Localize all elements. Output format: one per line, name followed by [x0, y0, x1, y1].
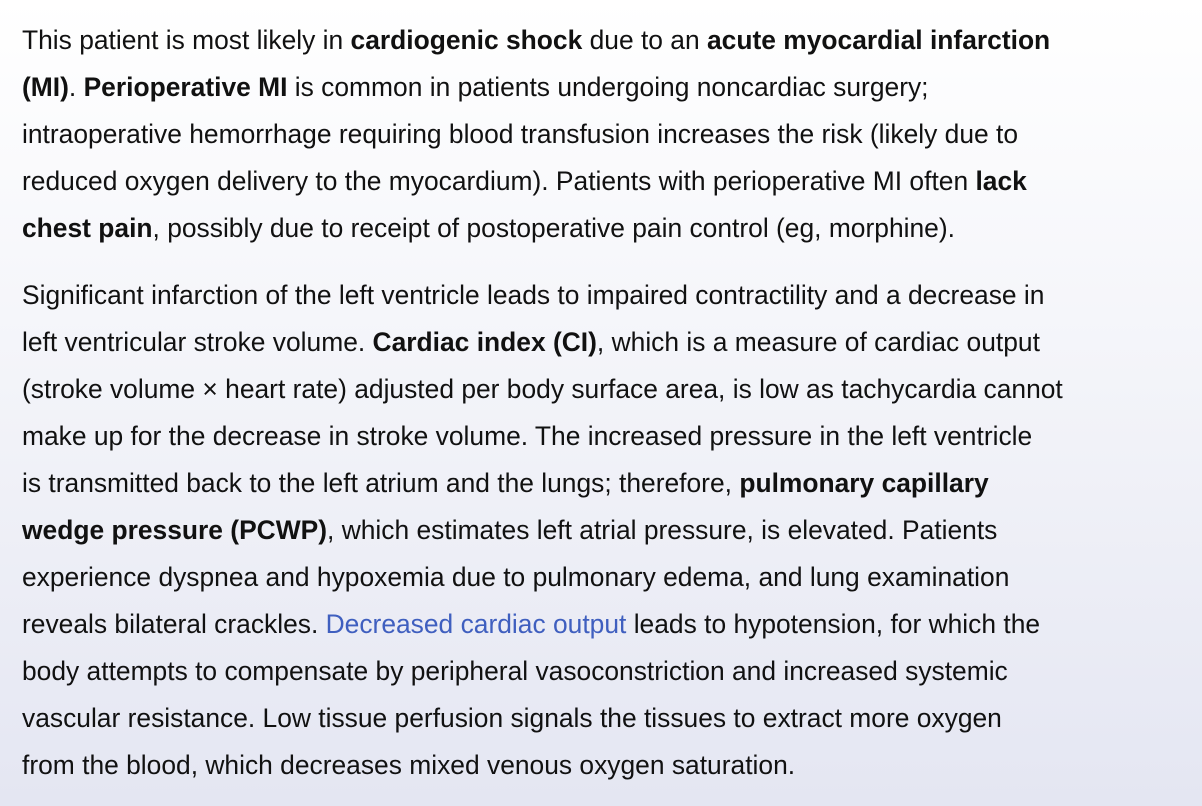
text-run: is transmitted back to the left atrium and the lungs; therefore, [22, 468, 740, 498]
text-run: , possibly due to receipt of postoperative pain control (eg, morphine). [152, 213, 955, 243]
text-line [22, 205, 1192, 252]
text-line [22, 460, 1192, 507]
text-run: , which is a measure of cardiac output [596, 327, 1040, 357]
bold-term-perioperative-mi: Perioperative MI [83, 72, 288, 102]
text-line [22, 601, 1192, 648]
bold-term-cardiogenic-shock: cardiogenic shock [350, 25, 583, 55]
text-line: from the blood, which decreases mixed venous oxygen saturation. [22, 750, 796, 780]
text-run: This patient is most likely in [22, 25, 351, 55]
text-run: leads to hypotension, for which the [626, 609, 1041, 639]
text-line [22, 507, 1192, 554]
text-line: vascular resistance. Low tissue perfusion signals the tissues to extract more oxygen [22, 703, 1002, 733]
bold-term-pulmonary-capillary: pulmonary capillary [739, 468, 989, 498]
text-run: due to an [582, 25, 707, 55]
text-line [22, 319, 1192, 366]
text-line: intraoperative hemorrhage requiring blood transfusion increases the risk (likely due to [22, 119, 1019, 149]
text-run: . [68, 72, 84, 102]
bold-term-cardiac-index: Cardiac index (CI) [372, 327, 597, 357]
text-line: experience dyspnea and hypoxemia due to pulmonary edema, and lung examination [22, 562, 1010, 592]
explanation-paragraph-2 [22, 272, 1192, 789]
text-line: (stroke volume × heart rate) adjusted per body surface area, is low as tachycardia cannot [22, 374, 1063, 404]
bold-term-mi-abbrev: (MI) [22, 72, 69, 102]
explanation-content [22, 17, 1192, 789]
text-run: reduced oxygen delivery to the myocardium). Patients with perioperative MI often [22, 166, 976, 196]
text-run: is common in patients undergoing noncardiac surgery; [287, 72, 929, 102]
bold-term-lack-chest-pain: lack [975, 166, 1027, 196]
decreased-cardiac-output-link[interactable]: Decreased cardiac output [325, 609, 627, 639]
text-line: body attempts to compensate by peripheral vasoconstriction and increased systemic [22, 656, 1008, 686]
explanation-paragraph-1 [22, 17, 1192, 252]
text-line: make up for the decrease in stroke volume. The increased pressure in the left ventricle [22, 421, 1033, 451]
text-line [22, 158, 1192, 205]
text-line [22, 17, 1192, 64]
text-line [22, 64, 1192, 111]
bold-term-wedge-pressure: wedge pressure (PCWP) [22, 515, 328, 545]
bold-term-chest-pain: chest pain [22, 213, 153, 243]
text-run: left ventricular stroke volume. [22, 327, 373, 357]
text-line: Significant infarction of the left ventricle leads to impaired contractility and a decrease in [22, 280, 1045, 310]
text-run: , which estimates left atrial pressure, is elevated. Patients [327, 515, 998, 545]
bold-term-acute-mi: acute myocardial infarction [707, 25, 1051, 55]
text-run: reveals bilateral crackles. [22, 609, 326, 639]
